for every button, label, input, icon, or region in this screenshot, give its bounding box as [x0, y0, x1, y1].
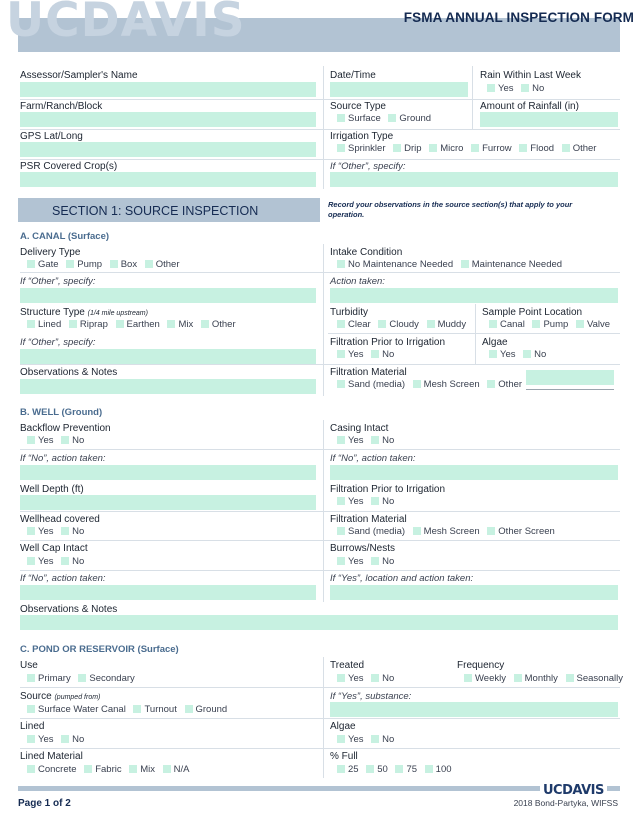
- irrigation-sprinkler[interactable]: Sprinkler: [337, 143, 386, 154]
- full-25[interactable]: 25: [337, 764, 359, 775]
- divider: [472, 66, 473, 129]
- canal-observations-label: Observations & Notes: [20, 367, 118, 378]
- well-cap-options: [27, 556, 89, 567]
- checkbox[interactable]: [185, 705, 193, 713]
- canal-algae-options: [489, 349, 551, 360]
- canal-algae-yes[interactable]: Yes: [489, 349, 516, 360]
- well-depth-label: Well Depth (ft): [20, 484, 84, 495]
- checkbox[interactable]: [523, 350, 531, 358]
- casing-label: Casing Intact: [330, 423, 389, 434]
- delivery-label: Delivery Type: [20, 247, 81, 258]
- divider: [20, 687, 620, 688]
- well-observations-field[interactable]: [20, 615, 618, 630]
- checkbox[interactable]: [429, 144, 437, 152]
- use-secondary[interactable]: Secondary: [78, 673, 134, 684]
- source-surface[interactable]: Surface: [337, 113, 381, 124]
- checkbox[interactable]: [27, 320, 35, 328]
- sample-point-label: Sample Point Location: [482, 307, 583, 318]
- irrigation-other-specify-label: If “Other”, specify:: [330, 161, 406, 172]
- backflow-no[interactable]: No: [61, 435, 84, 446]
- lined-yes[interactable]: Yes: [27, 734, 54, 745]
- checkbox[interactable]: [395, 765, 403, 773]
- divider: [20, 129, 620, 130]
- substance-label: If “Yes”, substance:: [330, 691, 412, 702]
- irrigation-micro[interactable]: Micro: [429, 143, 463, 154]
- well-filtration-prior-options: [337, 496, 399, 507]
- turbidity-label: Turbidity: [330, 307, 368, 318]
- divider: [323, 657, 324, 778]
- checkbox[interactable]: [201, 320, 209, 328]
- farm-label: Farm/Ranch/Block: [20, 101, 103, 112]
- ucdavis-logo: UCDAVIS: [540, 783, 607, 798]
- treated-label: Treated: [330, 660, 365, 671]
- checkbox[interactable]: [576, 320, 584, 328]
- full-100[interactable]: 100: [425, 764, 452, 775]
- structure-label: Structure Type (1/4 mile upstream): [20, 307, 148, 318]
- checkbox[interactable]: [337, 527, 345, 535]
- well-filtration-prior-label: Filtration Prior to Irrigation: [330, 484, 446, 495]
- burrows-options: [337, 556, 399, 567]
- delivery-pump[interactable]: Pump: [66, 259, 102, 270]
- divider: [20, 570, 620, 571]
- checkbox[interactable]: [566, 674, 574, 682]
- pond-algae-label: Algae: [330, 721, 356, 732]
- divider: [323, 66, 324, 189]
- turbidity-options: [337, 319, 471, 330]
- full-50[interactable]: 50: [366, 764, 388, 775]
- well-depth-field[interactable]: [20, 495, 316, 510]
- checkbox[interactable]: [371, 557, 379, 565]
- well-material-mesh[interactable]: Mesh Screen: [413, 526, 480, 537]
- canal-filtration-yes[interactable]: Yes: [337, 349, 364, 360]
- wellhead-options: [27, 526, 89, 537]
- source-surface-canal[interactable]: Surface Water Canal: [27, 704, 126, 715]
- footer-bar: [18, 786, 620, 791]
- checkbox[interactable]: [61, 527, 69, 535]
- checkbox[interactable]: [519, 144, 527, 152]
- checkbox[interactable]: [337, 497, 345, 505]
- irrigation-other-specify-field[interactable]: [330, 172, 618, 187]
- checkbox[interactable]: [337, 735, 345, 743]
- checkbox[interactable]: [337, 144, 345, 152]
- wellhead-no[interactable]: No: [61, 526, 84, 537]
- checkbox[interactable]: [116, 320, 124, 328]
- full-75[interactable]: 75: [395, 764, 417, 775]
- checkbox[interactable]: [337, 320, 345, 328]
- checkbox[interactable]: [514, 674, 522, 682]
- turbidity-clear[interactable]: Clear: [337, 319, 371, 330]
- well-cap-label: Well Cap Intact: [20, 543, 88, 554]
- credit-text: 2018 Bond-Partyka, WIFSS: [513, 798, 618, 808]
- irrigation-label: Irrigation Type: [330, 131, 394, 142]
- rain-label: Rain Within Last Week: [480, 70, 581, 81]
- backflow-yes[interactable]: Yes: [27, 435, 54, 446]
- canal-filtration-material-label: Filtration Material: [330, 367, 407, 378]
- checkbox[interactable]: [27, 436, 35, 444]
- page-number: Page 1 of 2: [18, 798, 71, 809]
- checkbox[interactable]: [378, 320, 386, 328]
- checkbox[interactable]: [413, 380, 421, 388]
- burrows-location-label: If “Yes”, location and action taken:: [330, 573, 474, 584]
- psr-label: PSR Covered Crop(s): [20, 161, 118, 172]
- treated-options: [337, 673, 399, 684]
- divider: [20, 748, 620, 749]
- full-options: [337, 764, 457, 775]
- checkbox[interactable]: [371, 350, 379, 358]
- checkbox[interactable]: [521, 84, 529, 92]
- form-title: FSMA ANNUAL INSPECTION FORM: [403, 10, 634, 25]
- canal-algae-no[interactable]: No: [523, 349, 546, 360]
- lined-label: Lined: [20, 721, 45, 732]
- well-material-other[interactable]: Other Screen: [487, 526, 555, 537]
- checkbox[interactable]: [27, 557, 35, 565]
- checkbox[interactable]: [61, 735, 69, 743]
- lined-options: [27, 734, 89, 745]
- turbidity-cloudy[interactable]: Cloudy: [378, 319, 419, 330]
- divider: [20, 718, 620, 719]
- intake-options: [337, 259, 567, 270]
- source-type-options: [337, 113, 436, 124]
- checkbox[interactable]: [27, 260, 35, 268]
- delivery-box[interactable]: Box: [110, 259, 137, 270]
- delivery-other-specify-field[interactable]: [20, 288, 316, 303]
- burrows-no[interactable]: No: [371, 556, 394, 567]
- assessor-label: Assessor/Sampler's Name: [20, 70, 138, 81]
- material-na[interactable]: N/A: [163, 764, 190, 775]
- canal-observations-field[interactable]: [20, 379, 316, 394]
- structure-other[interactable]: Other: [201, 319, 236, 330]
- well-heading: B. WELL (Ground): [20, 407, 103, 418]
- date-label: Date/Time: [330, 70, 376, 81]
- checkbox[interactable]: [27, 765, 35, 773]
- checkbox[interactable]: [371, 674, 379, 682]
- delivery-other-specify-label: If “Other”, specify:: [20, 276, 96, 287]
- well-observations-label: Observations & Notes: [20, 604, 118, 615]
- delivery-other[interactable]: Other: [145, 259, 180, 270]
- checkbox[interactable]: [27, 705, 35, 713]
- casing-action-field[interactable]: [330, 465, 618, 480]
- irrigation-options: [337, 143, 601, 154]
- material-fabric[interactable]: Fabric: [84, 764, 121, 775]
- structure-earthen[interactable]: Earthen: [116, 319, 160, 330]
- intake-label: Intake Condition: [330, 247, 403, 258]
- divider: [20, 99, 620, 100]
- burrows-location-field[interactable]: [330, 585, 618, 600]
- checkbox[interactable]: [167, 320, 175, 328]
- backflow-label: Backflow Prevention: [20, 423, 111, 434]
- rain-no[interactable]: No: [521, 83, 544, 94]
- canal-material-other[interactable]: Other: [487, 379, 522, 390]
- canal-filtration-prior-options: [337, 349, 399, 360]
- checkbox[interactable]: [337, 674, 345, 682]
- well-cap-no[interactable]: No: [61, 556, 84, 567]
- structure-riprap[interactable]: Riprap: [69, 319, 108, 330]
- frequency-options: [464, 673, 628, 684]
- intake-maintenance[interactable]: Maintenance Needed: [461, 259, 562, 270]
- frequency-label: Frequency: [457, 660, 505, 671]
- canal-filtration-no[interactable]: No: [371, 349, 394, 360]
- checkbox[interactable]: [163, 765, 171, 773]
- pond-algae-yes[interactable]: Yes: [337, 734, 364, 745]
- lined-material-label: Lined Material: [20, 751, 83, 762]
- checkbox[interactable]: [425, 765, 433, 773]
- intake-action-label: Action taken:: [330, 276, 385, 287]
- checkbox[interactable]: [487, 84, 495, 92]
- checkbox[interactable]: [61, 436, 69, 444]
- use-options: [27, 673, 140, 684]
- rain-yes[interactable]: Yes: [487, 83, 514, 94]
- checkbox[interactable]: [337, 380, 345, 388]
- checkbox[interactable]: [78, 674, 86, 682]
- section1-note: Record your observations in the source section(s) that apply to your operation.: [328, 200, 573, 219]
- checkbox[interactable]: [129, 765, 137, 773]
- irrigation-flood[interactable]: Flood: [519, 143, 554, 154]
- structure-other-specify-field[interactable]: [20, 349, 316, 364]
- divider: [20, 364, 620, 365]
- checkbox[interactable]: [489, 320, 497, 328]
- rain-options: [487, 83, 549, 94]
- sample-valve[interactable]: Valve: [576, 319, 610, 330]
- divider: [20, 159, 620, 160]
- lined-material-options: [27, 764, 195, 775]
- canal-material-other-field[interactable]: [526, 370, 614, 385]
- use-primary[interactable]: Primary: [27, 673, 71, 684]
- canal-material-sand[interactable]: Sand (media): [337, 379, 405, 390]
- checkbox[interactable]: [84, 765, 92, 773]
- checkbox[interactable]: [487, 380, 495, 388]
- sample-pump[interactable]: Pump: [532, 319, 568, 330]
- treated-yes[interactable]: Yes: [337, 673, 364, 684]
- well-filtration-material-label: Filtration Material: [330, 514, 407, 525]
- pond-algae-no[interactable]: No: [371, 734, 394, 745]
- treated-no[interactable]: No: [371, 673, 394, 684]
- frequency-monthly[interactable]: Monthly: [514, 673, 558, 684]
- checkbox[interactable]: [69, 320, 77, 328]
- checkbox[interactable]: [393, 144, 401, 152]
- gps-label: GPS Lat/Long: [20, 131, 83, 142]
- checkbox[interactable]: [371, 436, 379, 444]
- well-cap-action-label: If “No”, action taken:: [20, 573, 106, 584]
- source-ground[interactable]: Ground: [388, 113, 431, 124]
- section1-title: SECTION 1: SOURCE INSPECTION: [52, 204, 259, 218]
- lined-no[interactable]: No: [61, 734, 84, 745]
- structure-lined[interactable]: Lined: [27, 319, 61, 330]
- source-ground[interactable]: Ground: [185, 704, 228, 715]
- checkbox[interactable]: [110, 260, 118, 268]
- structure-other-specify-label: If “Other”, specify:: [20, 337, 96, 348]
- substance-field[interactable]: [330, 702, 618, 717]
- checkbox[interactable]: [337, 557, 345, 565]
- divider: [20, 449, 620, 450]
- structure-options: [27, 319, 241, 330]
- divider: [20, 540, 620, 541]
- sample-canal[interactable]: Canal: [489, 319, 525, 330]
- checkbox[interactable]: [562, 144, 570, 152]
- structure-mix[interactable]: Mix: [167, 319, 193, 330]
- checkbox[interactable]: [27, 735, 35, 743]
- divider: [328, 333, 620, 334]
- canal-filtration-prior-label: Filtration Prior to Irrigation: [330, 337, 446, 348]
- divider: [20, 511, 620, 512]
- farm-field[interactable]: [20, 112, 316, 127]
- source-type-label: Source Type: [330, 101, 386, 112]
- well-material-sand[interactable]: Sand (media): [337, 526, 405, 537]
- checkbox[interactable]: [371, 497, 379, 505]
- checkbox[interactable]: [371, 735, 379, 743]
- checkbox[interactable]: [61, 557, 69, 565]
- material-mix[interactable]: Mix: [129, 764, 155, 775]
- frequency-seasonally[interactable]: Seasonally: [566, 673, 623, 684]
- irrigation-drip[interactable]: Drip: [393, 143, 421, 154]
- checkbox[interactable]: [337, 350, 345, 358]
- assessor-field[interactable]: [20, 82, 316, 97]
- casing-options: [337, 435, 399, 446]
- pond-heading: C. POND OR RESERVOIR (Surface): [20, 644, 179, 655]
- casing-action-label: If “No”, action taken:: [330, 453, 416, 464]
- underline: [526, 389, 614, 390]
- full-label: % Full: [330, 751, 358, 762]
- delivery-gate[interactable]: Gate: [27, 259, 59, 270]
- canal-material-mesh[interactable]: Mesh Screen: [413, 379, 480, 390]
- canal-filtration-material-options: [337, 379, 527, 390]
- checkbox[interactable]: [471, 144, 479, 152]
- checkbox[interactable]: [337, 260, 345, 268]
- checkbox[interactable]: [145, 260, 153, 268]
- intake-action-field[interactable]: [330, 288, 618, 303]
- checkbox[interactable]: [337, 114, 345, 122]
- casing-no[interactable]: No: [371, 435, 394, 446]
- psr-field[interactable]: [20, 172, 316, 187]
- canal-heading: A. CANAL (Surface): [20, 231, 110, 242]
- well-cap-action-field[interactable]: [20, 585, 316, 600]
- checkbox[interactable]: [133, 705, 141, 713]
- divider: [475, 304, 476, 364]
- source-turnout[interactable]: Turnout: [133, 704, 176, 715]
- checkbox[interactable]: [489, 350, 497, 358]
- well-filtration-no[interactable]: No: [371, 496, 394, 507]
- canal-algae-label: Algae: [482, 337, 508, 348]
- well-filtration-material-options: [337, 526, 560, 537]
- checkbox[interactable]: [532, 320, 540, 328]
- divider: [323, 244, 324, 396]
- gps-field[interactable]: [20, 142, 316, 157]
- irrigation-other[interactable]: Other: [562, 143, 597, 154]
- checkbox[interactable]: [27, 527, 35, 535]
- rainfall-field[interactable]: [480, 112, 618, 127]
- backflow-action-label: If “No”, action taken:: [20, 453, 106, 464]
- date-field[interactable]: [330, 82, 468, 97]
- checkbox[interactable]: [413, 527, 421, 535]
- pond-source-options: [27, 704, 232, 715]
- irrigation-furrow[interactable]: Furrow: [471, 143, 512, 154]
- frequency-weekly[interactable]: Weekly: [464, 673, 506, 684]
- checkbox[interactable]: [487, 527, 495, 535]
- sample-point-options: [489, 319, 615, 330]
- wellhead-yes[interactable]: Yes: [27, 526, 54, 537]
- delivery-options: [27, 259, 185, 270]
- checkbox[interactable]: [337, 436, 345, 444]
- pond-algae-options: [337, 734, 399, 745]
- burrows-yes[interactable]: Yes: [337, 556, 364, 567]
- divider: [323, 420, 324, 602]
- wellhead-label: Wellhead covered: [20, 514, 100, 525]
- checkbox[interactable]: [427, 320, 435, 328]
- ucdavis-watermark-logo: UCDAVIS: [6, 0, 246, 48]
- checkbox[interactable]: [66, 260, 74, 268]
- backflow-action-field[interactable]: [20, 465, 316, 480]
- pond-source-label: Source (pumped from): [20, 691, 101, 702]
- burrows-label: Burrows/Nests: [330, 543, 396, 554]
- intake-no-maintenance[interactable]: No Maintenance Needed: [337, 259, 453, 270]
- divider: [20, 272, 620, 273]
- backflow-options: [27, 435, 89, 446]
- turbidity-muddy[interactable]: Muddy: [427, 319, 467, 330]
- checkbox[interactable]: [464, 674, 472, 682]
- checkbox[interactable]: [27, 674, 35, 682]
- checkbox[interactable]: [388, 114, 396, 122]
- well-filtration-yes[interactable]: Yes: [337, 496, 364, 507]
- checkbox[interactable]: [366, 765, 374, 773]
- well-cap-yes[interactable]: Yes: [27, 556, 54, 567]
- material-concrete[interactable]: Concrete: [27, 764, 77, 775]
- casing-yes[interactable]: Yes: [337, 435, 364, 446]
- checkbox[interactable]: [337, 765, 345, 773]
- checkbox[interactable]: [461, 260, 469, 268]
- rainfall-label: Amount of Rainfall (in): [480, 101, 579, 112]
- use-label: Use: [20, 660, 38, 671]
